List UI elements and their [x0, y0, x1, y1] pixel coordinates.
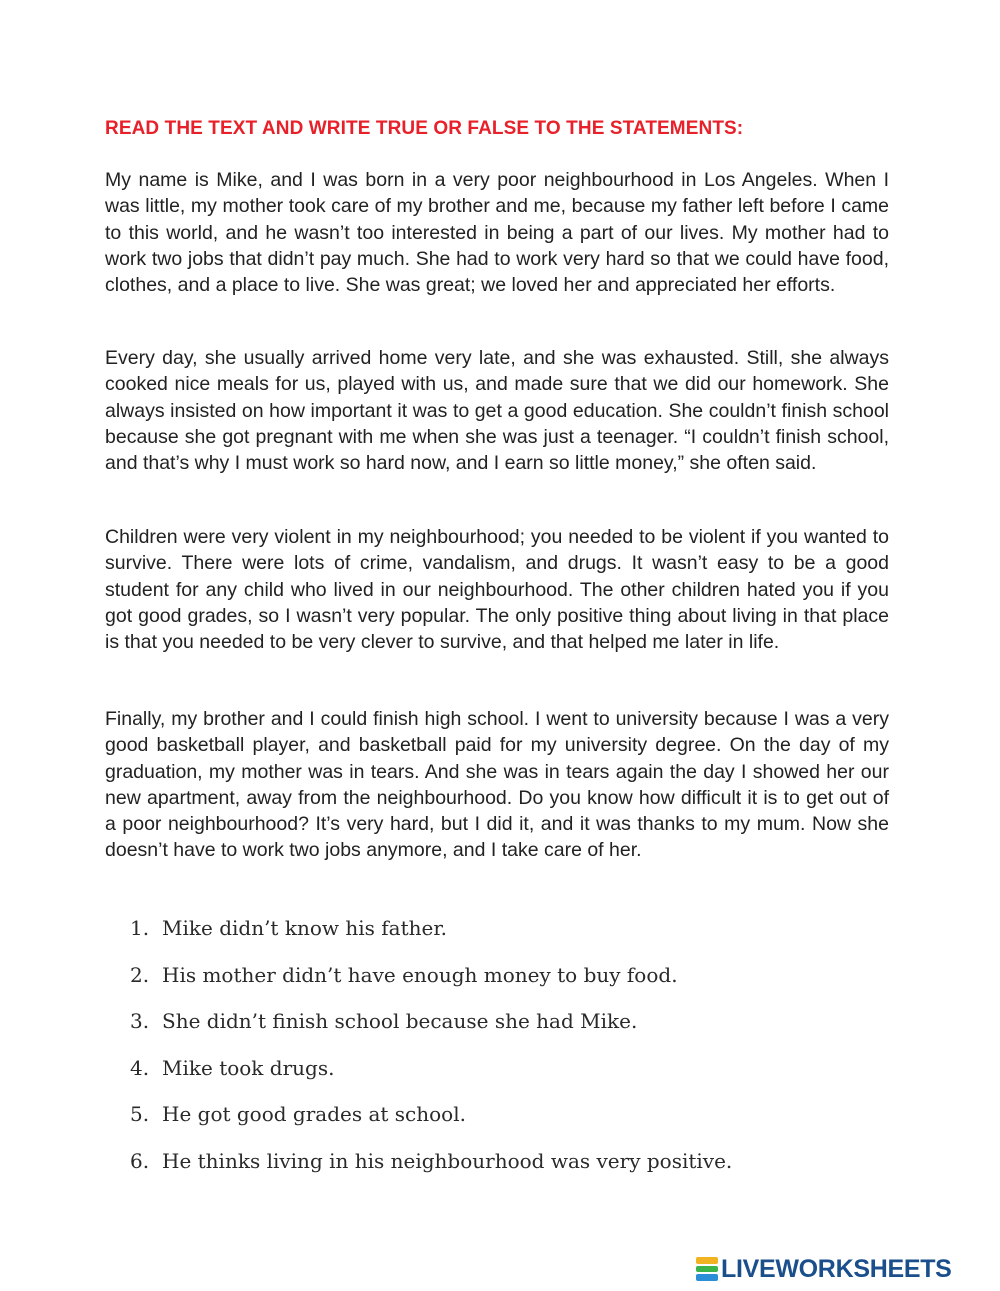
instructions-heading: READ THE TEXT AND WRITE TRUE OR FALSE TO THE STATEMENTS: — [105, 118, 744, 139]
statement-text: He got good grades at school. — [162, 1102, 466, 1126]
statement-number: 1. — [130, 916, 150, 940]
statement-number: 3. — [130, 1009, 150, 1033]
paragraph-2: Every day, she usually arrived home very late, and she was exhausted. Still, she always cooked nice meals for us, played with us, and made sure that we did our homework. She always insisted on how important it was to get a good education. She couldn’t finish school because she got pregnant with me when she was just a teenager. “I couldn’t finish school, and that’s why I must work so hard now, and I earn so little money,” she often said. — [105, 347, 889, 475]
paragraph-4: Finally, my brother and I could finish high school. I went to university because I was a very good basketball player, and basketball paid for my university degree. On the day of my graduation, my mother was in tears. And she was in tears again the day I showed her our new apartment, away from the neighbourhood. Do you know how difficult it is to get out of a poor neighbourhood? It’s very hard, but I did it, and it was thanks to my mum. Now she doesn’t have to work two jobs anymore, and I take care of her. — [105, 708, 889, 862]
statement-item — [130, 910, 890, 957]
statement-number: 4. — [130, 1055, 150, 1080]
statement-text: He thinks living in his neighbourhood was very positive. — [162, 1148, 733, 1173]
logo-mark-block-top — [696, 1257, 718, 1264]
paragraph-3: Children were very violent in my neighbourhood; you needed to be violent if you wanted to survive. There were lots of crime, vandalism, and drugs. It wasn’t easy to be a good student for any child who lived in our neighbourhood. The other children hated you if you got good grades, so I wasn’t very popular. The only positive thing about living in that place is that you needed to be very clever to survive, and that helped me later in life. — [105, 526, 889, 654]
statement-text: His mother didn’t have enough money to buy food. — [162, 962, 678, 987]
logo-mark-block-bottom — [696, 1274, 718, 1281]
statement-text: Mike didn’t know his father. — [162, 916, 448, 940]
liveworksheets-logo[interactable] — [696, 1254, 952, 1284]
statement-item — [130, 1143, 890, 1190]
logo-text: LIVEWORKSHEETS — [721, 1254, 952, 1283]
statement-item — [130, 957, 890, 1004]
statement-number: 6. — [130, 1148, 150, 1173]
statements-list — [130, 910, 890, 1189]
statement-item — [130, 1096, 890, 1143]
statement-item — [130, 1050, 890, 1097]
statement-number: 5. — [130, 1102, 150, 1126]
paragraph-1: My name is Mike, and I was born in a very poor neighbourhood in Los Angeles. When I was little, my mother took care of my brother and me, because my father left before I came to this world, and he wasn’t too interested in being a part of our lives. My mother had to work two jobs that didn’t pay much. She had to work very hard so that we could have food, clothes, and a place to live. She was great; we loved her and appreciated her efforts. — [105, 169, 889, 297]
statement-item — [130, 1003, 890, 1050]
logo-mark-block-middle — [696, 1266, 718, 1273]
statement-text: She didn’t finish school because she had Mike. — [162, 1009, 638, 1033]
statement-text: Mike took drugs. — [162, 1055, 335, 1080]
statement-number: 2. — [130, 962, 150, 987]
liveworksheets-logo-icon — [696, 1257, 718, 1281]
